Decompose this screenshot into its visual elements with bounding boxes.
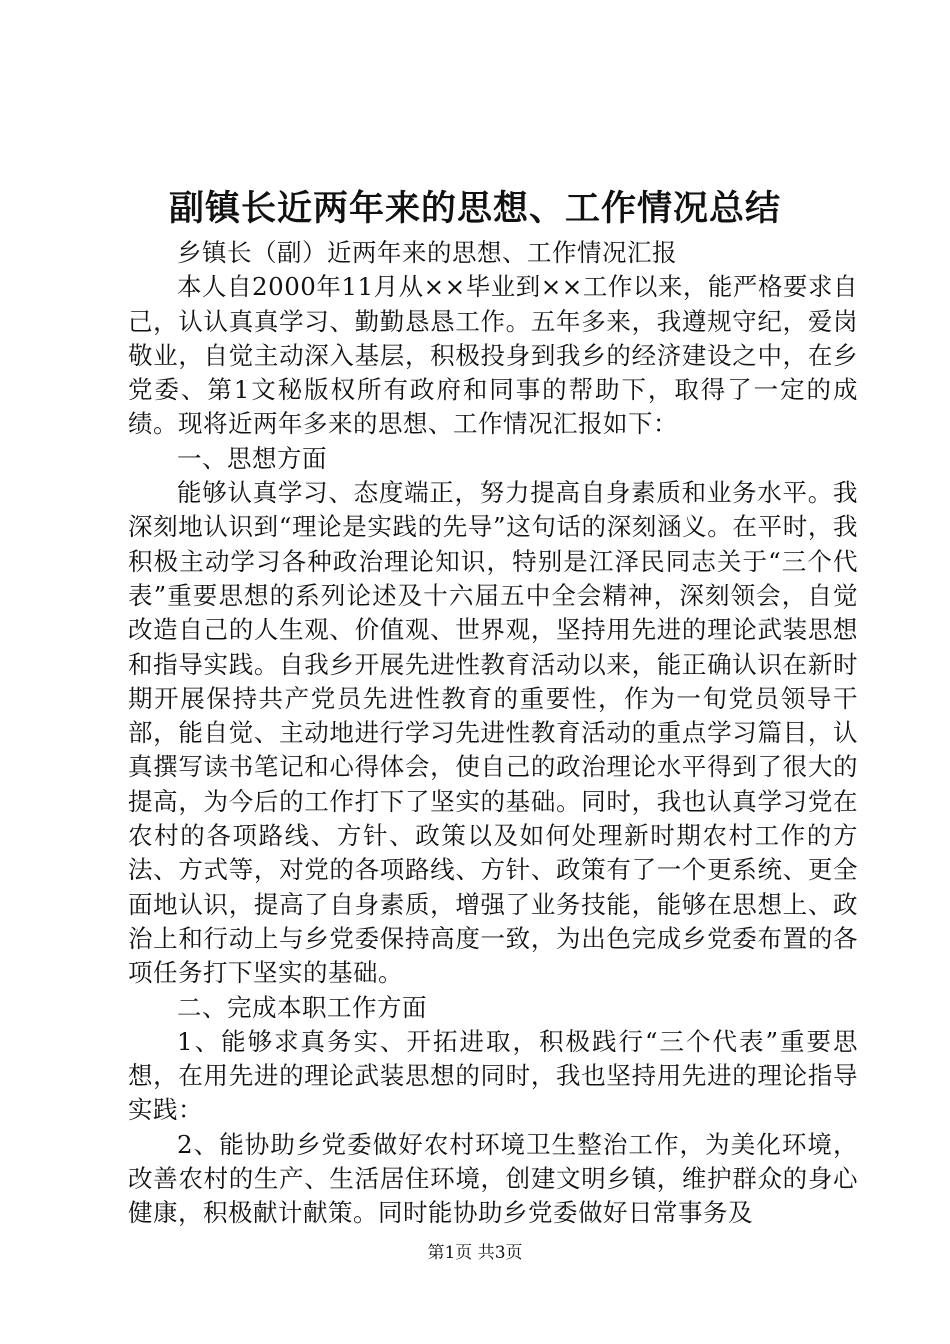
section-heading-thought: 一、思想方面	[177, 443, 327, 473]
document-body	[128, 236, 858, 1231]
page-number-footer: 第1页 共3页	[427, 1243, 523, 1263]
thought-paragraph: 能够认真学习、态度端正，努力提高自身素质和业务水平。我深刻地认识到“理论是实践的先导”这句话的深刻涵义。在平时，我积极主动学习各种政治理论知识，特别是江泽民同志关于“三个代表”重要思想的系列论述及十六届五中全会精神，深刻领会，自觉改造自己的人生观、价值观、世界观，坚持用先进的理论武装思想和指导实践。自我乡开展先进性教育活动以来，能正确认识在新时期开展保持共产党员先进性教育的重要性，作为一旬党员领导干部，能自觉、主动地进行学习先进性教育活动的重点学习篇目，认真撰写读书笔记和心得体会，使自己的政治理论水平得到了很大的提高，为今后的工作打下了坚实的基础。同时，我也认真学习党在农村的各项路线、方针、政策以及如何处理新时期农村工作的方法、方式等，对党的各项路线、方针、政策有了一个更系统、更全面地认识，提高了自身素质，增强了业务技能，能够在思想上、政治上和行动上与乡党委保持高度一致，为出色完成乡党委布置的各项任务打下坚实的基础。	[128, 478, 858, 988]
work-item-1: 1、能够求真务实、开拓进取，积极践行“三个代表”重要思想，在用先进的理论武装思想的同时，我也坚持用先进的理论指导实践：	[128, 1026, 858, 1125]
document-title: 副镇长近两年来的思想、工作情况总结	[168, 188, 781, 229]
section-heading-work: 二、完成本职工作方面	[177, 992, 427, 1022]
intro-paragraph: 本人自2000年11月从××毕业到××工作以来，能严格要求自己，认认真真学习、勤勤恳恳工作。五年多来，我遵规守纪，爱岗敬业，自觉主动深入基层，积极投身到我乡的经济建设之中，在乡党委、第1文秘版权所有政府和同事的帮助下，取得了一定的成绩。现将近两年多来的思想、工作情况汇报如下：	[128, 272, 858, 439]
report-subtitle: 乡镇长（副）近两年来的思想、工作情况汇报	[177, 238, 677, 267]
work-item-2: 2、能协助乡党委做好农村环境卫生整治工作，为美化环境，改善农村的生产、生活居住环境，创建文明乡镇，维护群众的身心健康，积极献计献策。同时能协助乡党委做好日常事务及	[128, 1129, 858, 1228]
